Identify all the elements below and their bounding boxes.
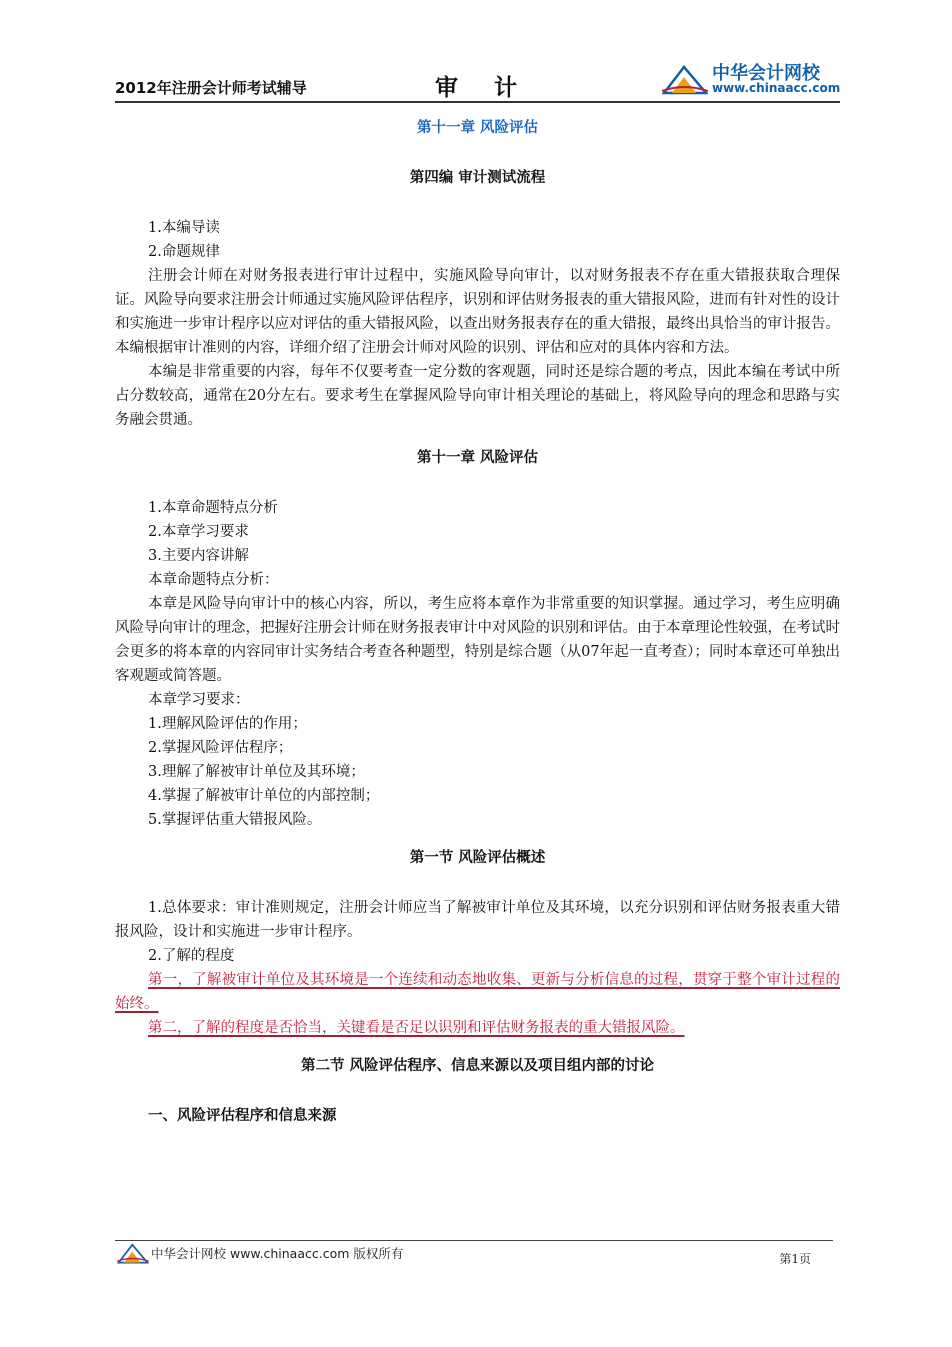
analysis-label: 本章命题特点分析： <box>148 572 279 588</box>
chapter-item: 3.主要内容讲解 <box>148 548 249 564</box>
requirement-item: 5.掌握评估重大错报风险。 <box>148 812 322 828</box>
part-title: 第四编 审计测试流程 <box>409 170 546 186</box>
highlighted-text: 第一，了解被审计单位及其环境是一个连续和动态地收集、更新与分析信息的过程，贯穿于整个审计过程的始终。 <box>115 972 840 1012</box>
logo-url: www.chinaacc.com <box>712 81 841 95</box>
analysis-paragraph: 本章是风险导向审计中的核心内容，所以，考生应将本章作为非常重要的知识掌握。通过学习，考生应明确风险导向审计的理念，把握好注册会计师在财务报表审计中对风险的识别和评估。由于本章理论性较强，在考试时会更多的将本章的内容同审计实务结合考查各种题型，特别是综合题（从07年起一直考查）；同时本章还可单独出客观题或简答题。 <box>115 596 840 684</box>
chinaacc-triangle-logo-icon <box>117 1242 149 1264</box>
requirement-item: 2.掌握风险评估程序； <box>148 740 293 756</box>
highlighted-text: 第二，了解的程度是否恰当，关键看是否足以识别和评估财务报表的重大错报风险。 <box>148 1020 685 1036</box>
requirement-item: 4.掌握了解被审计单位的内部控制； <box>148 788 380 804</box>
part-item: 2.命题规律 <box>148 244 220 260</box>
highlighted-paragraph <box>115 1016 840 1040</box>
part-paragraph: 本编是非常重要的内容，每年不仅要考查一定分数的客观题，同时还是综合题的考点，因此本编在考试中所占分数较高，通常在20分左右。要求考生在掌握风险导向审计相关理论的基础上，将风险导向的理念和思路与实务融会贯通。 <box>115 364 840 428</box>
section1-paragraph: 1.总体要求：审计准则规定，注册会计师应当了解被审计单位及其环境，以充分识别和评估财务报表重大错报风险，设计和实施进一步审计程序。 <box>115 900 840 940</box>
chapter-item: 1.本章命题特点分析 <box>148 500 278 516</box>
requirements-label: 本章学习要求： <box>148 692 250 708</box>
highlighted-paragraph <box>115 968 840 1016</box>
chinaacc-triangle-logo-icon <box>662 63 708 95</box>
part-paragraph: 注册会计师在对财务报表进行审计过程中，实施风险导向审计，以对财务报表不存在重大错报获取合理保证。风险导向要求注册会计师通过实施风险评估程序，识别和评估财务报表的重大错报风险，进而有针对性的设计和实施进一步审计程序以应对评估的重大错报风险，以查出财务报表存在的重大错报，最终出具恰当的审计报告。本编根据审计准则的内容，详细介绍了注册会计师对风险的识别、评估和应对的具体内容和方法。 <box>115 268 840 356</box>
header-course-title: 2012年注册会计师考试辅导 <box>115 79 307 97</box>
chapter-title-top: 第十一章 风险评估 <box>416 120 539 136</box>
header-logo <box>660 57 840 97</box>
page-number: 第1页 <box>779 1252 811 1266</box>
requirement-item: 1.理解风险评估的作用； <box>148 716 307 732</box>
chapter-item: 2.本章学习要求 <box>148 524 249 540</box>
header-rule <box>115 101 840 103</box>
page-header <box>115 55 840 101</box>
logo-name: 中华会计网校 <box>712 63 820 84</box>
footer-rule <box>115 1240 833 1241</box>
chapter-title: 第十一章 风险评估 <box>416 450 539 466</box>
requirement-item: 3.理解了解被审计单位及其环境； <box>148 764 365 780</box>
section2-title: 第二节 风险评估程序、信息来源以及项目组内部的讨论 <box>300 1058 655 1074</box>
header-subject: 审计 <box>435 75 553 101</box>
document-body <box>115 116 840 1128</box>
sub-heading: 一、风险评估程序和信息来源 <box>148 1108 337 1124</box>
footer-copyright: 中华会计网校 www.chinaacc.com 版权所有 <box>151 1246 404 1261</box>
section1-item: 2.了解的程度 <box>148 948 235 964</box>
section1-title: 第一节 风险评估概述 <box>409 850 546 866</box>
page-footer <box>115 1242 833 1270</box>
part-item: 1.本编导读 <box>148 220 220 236</box>
